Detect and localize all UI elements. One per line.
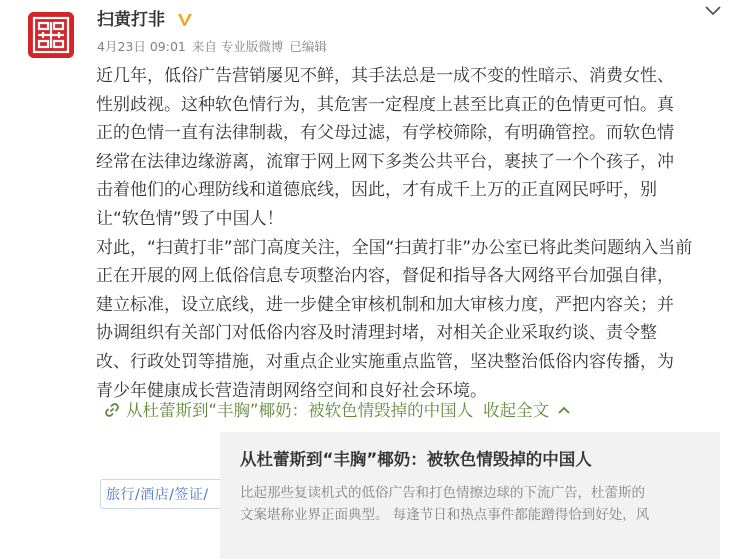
article-link-row <box>104 399 571 423</box>
post-source: 来自 专业版微博 <box>191 39 284 54</box>
post-text-line: 正的色情一直有法律制裁，有父母过滤，有学校筛除，有明确管控。而软色情 <box>96 123 674 144</box>
post-body <box>96 62 726 405</box>
article-link[interactable]: 从杜蕾斯到“丰胸”椰奶：被软色情毁掉的中国人 <box>126 401 474 420</box>
post-text-line: 让“软色情”毁了中国人！ <box>96 208 284 229</box>
article-card[interactable] <box>96 432 720 559</box>
username[interactable]: 扫黄打非 <box>97 10 165 30</box>
link-icon <box>104 402 120 418</box>
post-text-line: 改、行政处罚等措施，对重点企业实施重点监管，坚决整治低俗内容传播，为 <box>96 351 674 372</box>
post-text-line: 对此，“扫黄打非”部门高度关注，全国“扫黄打非”办公室已将此类问题纳入当前 <box>96 237 693 258</box>
avatar[interactable] <box>28 12 74 58</box>
verified-badge-icon <box>176 11 194 29</box>
article-desc-line: 文案堪称业界正面典型。 每逢节日和热点事件都能蹭得恰到好处，风 <box>240 507 650 523</box>
post-text-line: 协调组织有关部门对低俗内容及时清理封堵，对相关企业采取约谈、责令整 <box>96 323 657 344</box>
post-date[interactable]: 4月23日 09:01 <box>97 39 186 54</box>
post-text-line: 经常在法律边缘游离，流窜于网上网下多类公共平台，裹挟了一个个孩子，冲 <box>96 151 674 172</box>
article-desc-line: 比起那些复读机式的低俗广告和打色情擦边球的下流广告，杜蕾斯的 <box>240 485 645 501</box>
post-text-line: 青少年健康成长营造清朗网络空间和良好社会环境。 <box>96 380 487 401</box>
post-text-line: 建立标准，设立底线，进一步健全审核机制和加大审核力度，严把内容关；并 <box>96 294 674 315</box>
article-title[interactable]: 从杜蕾斯到“丰胸”椰奶：被软色情毁掉的中国人 <box>240 450 592 469</box>
thumbnail-text: 旅行/酒店/签证/ <box>106 487 209 503</box>
chevron-down-icon[interactable] <box>704 4 722 18</box>
seal-logo-icon <box>28 12 74 58</box>
post-text-line: 近几年，低俗广告营销屡见不鲜，其手法总是一成不变的性暗示、消费女性、 <box>96 66 674 86</box>
edited-label[interactable]: 已编辑 <box>289 39 327 54</box>
post-text-line: 性别歧视。这种软色情行为，其危害一定程度上甚至比真正的色情更可怕。真 <box>96 94 674 115</box>
post-meta <box>97 39 333 55</box>
chevron-up-icon[interactable] <box>557 405 571 415</box>
post-text-line: 击着他们的心理防线和道德底线，因此，才有成千上万的正直网民呼吁，别 <box>96 180 657 201</box>
collapse-button[interactable]: 收起全文 <box>483 401 550 420</box>
article-description <box>240 482 700 526</box>
article-thumbnail <box>96 432 220 559</box>
post-text-line: 正在开展的网上低俗信息专项整治内容，督促和指导各大网络平台加强自律， <box>96 266 674 287</box>
